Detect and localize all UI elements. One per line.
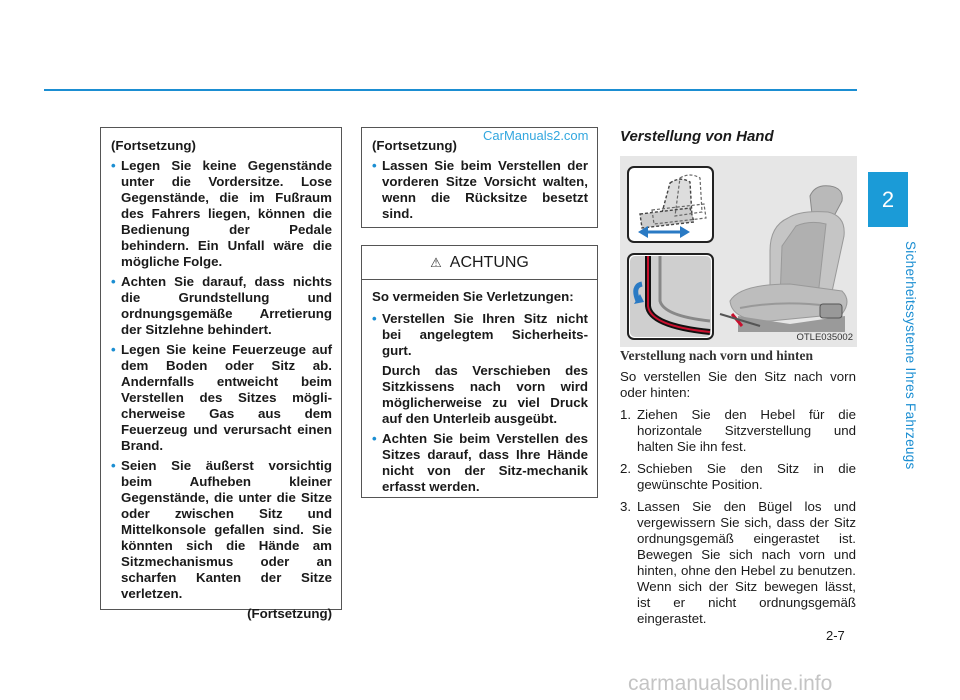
watermark-link[interactable]: CarManuals2.com — [483, 128, 589, 143]
subsection-title: Verstellung nach vorn und hinten — [620, 348, 814, 363]
bullet-text: Achten Sie beim Verstellen des Sitzes darauf, dass Ihre Hände nicht von der Sitz-mechanik erfasst werden. — [382, 431, 588, 494]
bullet-icon: • — [372, 311, 377, 326]
bullet-item — [111, 458, 332, 602]
continued-bottom: (Fortsetzung) — [247, 606, 332, 621]
warning-box — [361, 245, 598, 498]
bullet-text: Legen Sie keine Gegenstände unter die Vordersitze. Lose Gegenstände, die im Fußraum des Fahrers liegen, können die Bedienung der Pedale behindern. Ein Unfall wäre die mögliche Folge. — [121, 158, 332, 269]
step-number: 2. — [620, 461, 632, 476]
bullet-text: Verstellen Sie Ihren Sitz nicht bei angelegtem Sicherheits-gurt. — [382, 311, 588, 358]
bullet-icon: • — [372, 431, 377, 446]
warning-triangle-icon: ⚠ — [430, 254, 442, 270]
seat-illustration — [620, 156, 857, 347]
header-rule — [44, 89, 857, 91]
section-body — [620, 369, 856, 633]
seat-illustration-graphic — [620, 156, 857, 347]
bullet-icon: • — [111, 158, 116, 173]
footer-watermark: carmanualsonline.info — [628, 672, 833, 695]
continued-top: (Fortsetzung) — [111, 138, 196, 153]
step-text: Lassen Sie den Bügel los und vergewissern Sie sich, dass der Sitz ordnungsgemäß eingerastet ist. Bewegen Sie sich nach vorn und hinten, ohne den Hebel zu benutzen. Wenn sich der Sitz bewegen lässt, ist er nicht ordnungsgemäß eingerastet. — [637, 499, 856, 626]
step-item — [620, 407, 856, 455]
bullet-item — [111, 158, 332, 270]
warning-header — [362, 246, 597, 280]
step-number: 3. — [620, 499, 632, 514]
bullet-text: Achten Sie darauf, dass nichts die Grundstellung und ordnungsgemäße Arretierung der Sitzlehne behindert. — [121, 274, 332, 337]
caution-box-left — [100, 127, 342, 621]
warning-intro: So vermeiden Sie Verletzungen: — [372, 289, 574, 304]
page-number: 2-7 — [826, 628, 845, 643]
bullet-item — [372, 158, 588, 222]
bullet-text: Legen Sie keine Feuerzeuge auf dem Boden oder Sitz ab. Andernfalls entweicht beim Verstellen des Sitzes mögli-cherweise Gas aus dem Feuerzeug und verursacht einen Brand. — [121, 342, 332, 453]
step-item — [620, 499, 856, 627]
step-text: Schieben Sie den Sitz in die gewünschte Position. — [637, 461, 856, 492]
bullet-icon: • — [111, 458, 116, 473]
warning-title: ACHTUNG — [449, 253, 529, 271]
bullet-text: Lassen Sie beim Verstellen der vorderen Sitze Vorsicht walten, wenn die Rücksitze besetzt sind. — [382, 158, 588, 221]
chapter-number: 2 — [881, 186, 895, 212]
section-title: Verstellung von Hand — [620, 128, 774, 145]
bullet-item — [111, 342, 332, 454]
chapter-title: Sicherheitssysteme Ihres Fahrzeugs — [903, 240, 918, 470]
bullet-icon: • — [111, 274, 116, 289]
bullet-icon: • — [372, 158, 377, 173]
bullet-paragraph: Durch das Verschieben des Sitzkissens nach vorn wird möglicherweise zu viel Druck auf den Unterleib ausgeübt. — [382, 363, 588, 426]
intro-paragraph: So verstellen Sie den Sitz nach vorn oder hinten: — [620, 369, 856, 400]
step-number: 1. — [620, 407, 632, 422]
bullet-text: Seien Sie äußerst vorsichtig beim Aufheben kleiner Gegenstände, die unter die Sitze oder zwischen Sitz und Mittelkonsole gefallen sind. Sie könnten sich die Hände am Sitzmechanismus oder an scharfen Kanten der Sitze verletzen. — [121, 458, 332, 601]
step-item — [620, 461, 856, 493]
bullet-icon: • — [111, 342, 116, 357]
bullet-item — [111, 274, 332, 338]
step-text: Ziehen Sie den Hebel für die horizontale Sitzverstellung und halten Sie ihn fest. — [637, 407, 856, 454]
figure-code: OTLE035002 — [796, 332, 853, 343]
bullet-item — [372, 311, 588, 427]
chapter-tab — [868, 172, 908, 227]
bullet-item — [372, 431, 588, 495]
continued-top: (Fortsetzung) — [372, 138, 457, 153]
